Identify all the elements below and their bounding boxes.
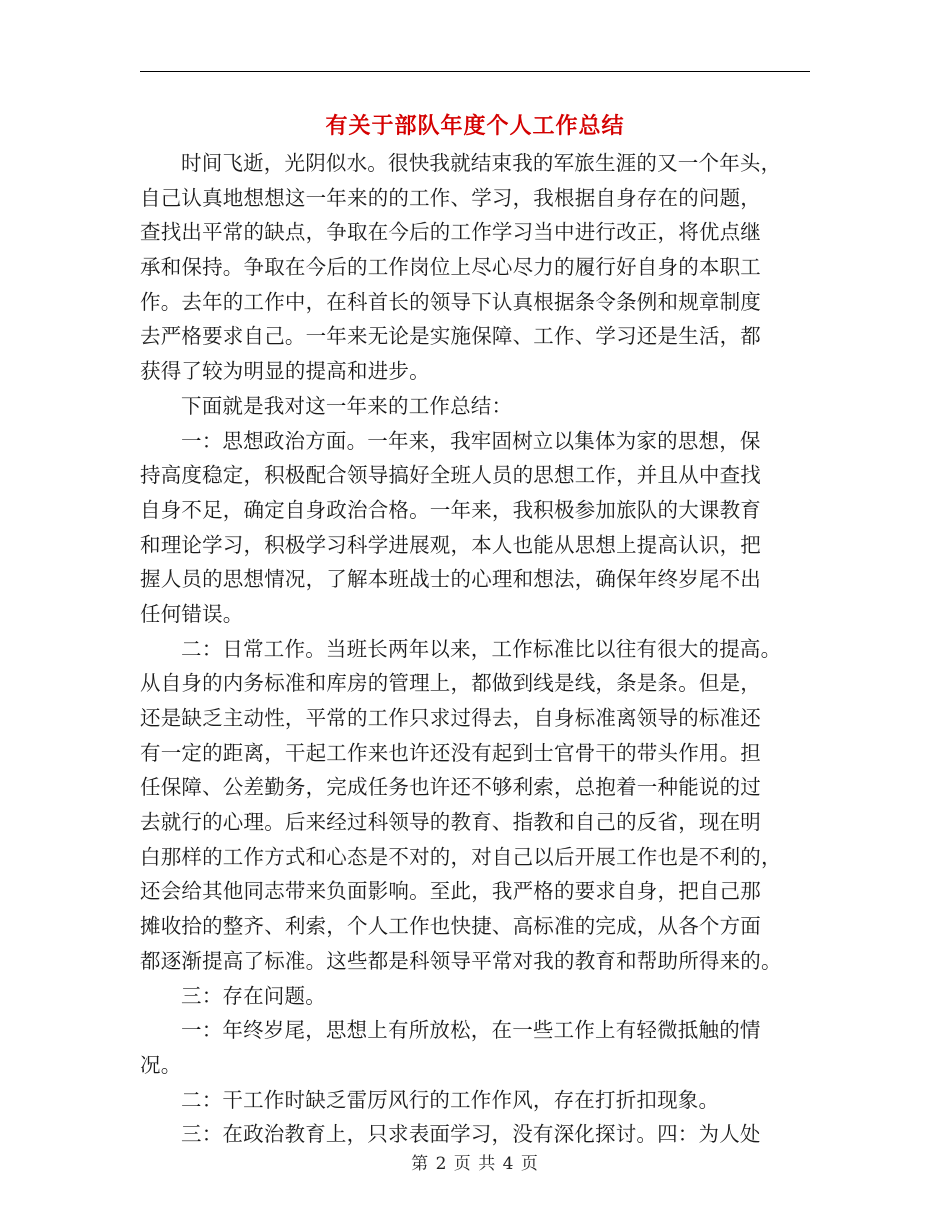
body-line: 三：存在问题。 [181,983,326,1008]
body-line: 去就行的心理。后来经过科领导的教育、指教和自己的反省，现在明 [140,810,761,835]
body-line: 查找出平常的缺点，争取在今后的工作学习当中进行改正，将优点继 [140,220,761,245]
body-line: 三：在政治教育上，只求表面学习，没有深化探讨。四：为人处 [181,1122,761,1147]
body-line: 白那样的工作方式和心态是不对的，对自己以后开展工作也是不利的， [140,844,782,869]
body-line: 摊收拾的整齐、利索，个人工作也快捷、高标准的完成，从各个方面 [140,914,761,939]
body-line: 下面就是我对这一年来的工作总结： [181,393,513,418]
body-line: 都逐渐提高了标准。这些都是科领导平常对我的教育和帮助所得来的。 [140,948,782,973]
body-line: 去严格要求自己。一年来无论是实施保障、工作、学习还是生活，都 [140,324,761,349]
body-line: 还是缺乏主动性，平常的工作只求过得去，自身标准离领导的标准还 [140,706,761,730]
body-line: 况。 [140,1052,182,1077]
page-number: 第 2 页 共 4 页 [411,1154,539,1174]
body-line: 持高度稳定，积极配合领导搞好全班人员的思想工作，并且从中查找 [140,463,761,488]
body-line: 作。去年的工作中，在科首长的领导下认真根据条令条例和规章制度 [140,289,761,314]
body-line: 一：思想政治方面。一年来，我牢固树立以集体为家的思想，保 [181,428,761,453]
body-line: 一：年终岁尾，思想上有所放松，在一些工作上有轻微抵触的情 [181,1018,761,1043]
body-line: 还会给其他同志带来负面影响。至此，我严格的要求自身，把自己那 [140,879,761,904]
body-line: 时间飞逝，光阴似水。很快我就结束我的军旅生涯的又一个年头， [181,151,782,175]
document-body [140,146,812,1152]
body-line: 获得了较为明显的提高和进步。 [140,359,430,384]
body-line: 承和保持。争取在今后的工作岗位上尽心尽力的履行好自身的本职工 [140,255,761,280]
body-line: 和理论学习，积极学习科学进展观，本人也能从思想上提高认识，把 [140,532,761,557]
document-title: 有关于部队年度个人工作总结 [325,114,625,139]
body-line: 握人员的思想情况，了解本班战士的心理和想法，确保年终岁尾不出 [140,567,761,592]
body-line: 二：干工作时缺乏雷厉风行的工作作风，存在打折扣现象。 [181,1087,720,1112]
body-line: 有一定的距离，干起工作来也许还没有起到士官骨干的带头作用。担 [140,740,761,765]
body-line: 任何错误。 [140,601,244,626]
body-line: 从自身的内务标准和库房的管理上，都做到线是线，条是条。但是， [140,671,761,696]
body-line: 自身不足，确定自身政治合格。一年来，我积极参加旅队的大课教育 [140,497,761,522]
header-rule [140,71,810,72]
body-line: 自己认真地想想这一年来的的工作、学习，我根据自身存在的问题， [140,185,761,210]
body-line: 任保障、公差勤务，完成任务也许还不够利索，总抱着一种能说的过 [140,775,761,800]
body-line: 二：日常工作。当班长两年以来，工作标准比以往有很大的提高。 [181,636,782,661]
